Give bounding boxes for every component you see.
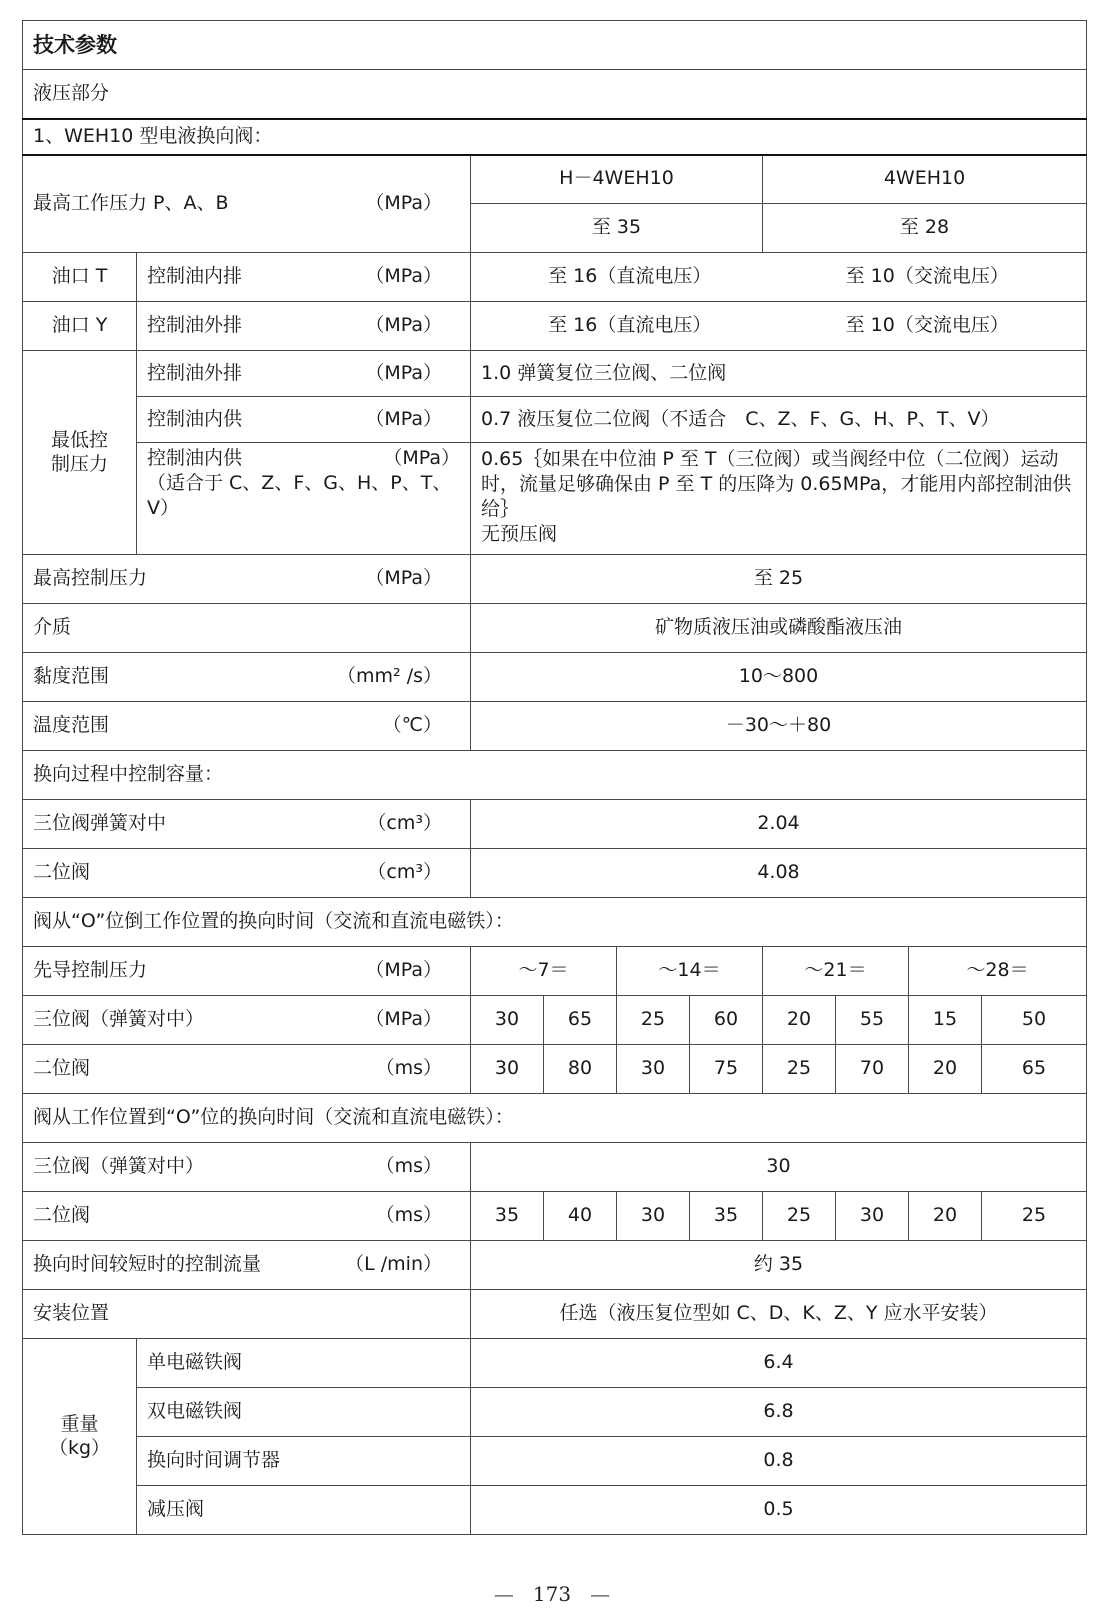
port-t-dc: 至 16（直流电压）: [548, 265, 712, 288]
port-y-label: 油口 Y: [23, 302, 137, 351]
time-cell: 35: [471, 1192, 544, 1241]
weight-label: 单电磁铁阀: [137, 1339, 471, 1388]
max-pressure-4weh10: 至 28: [763, 204, 1087, 253]
pilot-pressure-unit: （MPa）: [365, 959, 442, 982]
port-y-ac: 至 10（交流电压）: [845, 314, 1009, 337]
o-work-two-pos-label-cell: [23, 1045, 471, 1094]
control-volume-2-label-cell: [23, 849, 471, 898]
min-control-3-value: 0.65｛如果在中位油 P 至 T（三位阀）或当阀经中位（二位阀）运动时，流量足够确保由 P 至 T 的压降为 0.65MPa，才能用内部控制油供给｝: [481, 448, 1072, 521]
pilot-pressure-label-cell: [23, 947, 471, 996]
page-number: 173: [532, 1582, 572, 1606]
switch-work-o-title: 阀从工作位置到“O”位的换向时间（交流和直流电磁铁）：: [23, 1094, 1087, 1143]
temperature-unit: （℃）: [382, 714, 442, 737]
pilot-pressure-value: ～14＝: [617, 947, 763, 996]
max-control-pressure-value: 至 25: [471, 555, 1087, 604]
work-o-three-pos-value: 30: [471, 1143, 1087, 1192]
section-title: 技术参数: [23, 21, 1087, 70]
time-cell: 20: [909, 1045, 982, 1094]
min-control-1-unit: （MPa）: [365, 361, 442, 384]
item-title: 1、WEH10 型电液换向阀：: [23, 119, 1087, 155]
viscosity-value: 10～800: [471, 653, 1087, 702]
max-pressure-label-cell: [23, 155, 471, 253]
subsection-title: 液压部分: [23, 70, 1087, 119]
time-cell: 70: [836, 1045, 909, 1094]
o-work-three-pos-label: 三位阀（弹簧对中）: [33, 1008, 205, 1031]
weight-row: [23, 1339, 1087, 1388]
port-y-unit: （MPa）: [365, 314, 442, 337]
work-o-three-pos-label-cell: [23, 1143, 471, 1192]
control-volume-1-value: 2.04: [471, 800, 1087, 849]
viscosity-unit: （mm² /s）: [337, 665, 442, 688]
section-title-row: [23, 21, 1087, 70]
o-work-two-pos-row: [23, 1045, 1087, 1094]
work-o-two-pos-label-cell: [23, 1192, 471, 1241]
time-cell: 65: [982, 1045, 1087, 1094]
time-cell: 55: [836, 996, 909, 1045]
max-control-pressure-row: [23, 555, 1087, 604]
time-cell: 30: [471, 996, 544, 1045]
min-control-2-unit: （MPa）: [365, 407, 442, 430]
time-cell: 25: [617, 996, 690, 1045]
max-pressure-label: 最高工作压力 P、A、B: [33, 191, 229, 214]
time-cell: 35: [690, 1192, 763, 1241]
min-control-3-value2: 无预压阀: [481, 523, 558, 546]
switch-o-work-title: 阀从“O”位倒工作位置的换向时间（交流和直流电磁铁）：: [23, 898, 1087, 947]
pilot-pressure-label: 先导控制压力: [33, 959, 148, 982]
switch-o-work-title-row: [23, 898, 1087, 947]
time-cell: 30: [471, 1045, 544, 1094]
time-cell: 30: [836, 1192, 909, 1241]
control-flow-label: 换向时间较短时的控制流量: [33, 1253, 262, 1276]
time-cell: 65: [544, 996, 617, 1045]
control-volume-2-unit: （cm³）: [367, 861, 442, 884]
weight-label: 换向时间调节器: [137, 1437, 471, 1486]
min-control-3-label: 控制油内供: [147, 447, 243, 469]
min-control-row-2: [23, 397, 1087, 443]
control-volume-1-label: 三位阀弹簧对中: [33, 812, 167, 835]
control-flow-label-cell: [23, 1241, 471, 1290]
port-y-dc: 至 16（直流电压）: [548, 314, 712, 337]
time-cell: 30: [617, 1192, 690, 1241]
min-control-row-3: [23, 443, 1087, 555]
o-work-three-pos-row: [23, 996, 1087, 1045]
time-cell: 50: [982, 996, 1087, 1045]
port-t-desc: 控制油内排: [147, 265, 243, 288]
min-control-1-label: 控制油外排: [147, 361, 243, 384]
work-o-three-pos-row: [23, 1143, 1087, 1192]
weight-label: 减压阀: [137, 1486, 471, 1535]
min-control-1-value: 1.0 弹簧复位三位阀、二位阀: [471, 351, 1087, 397]
port-y-desc-cell: [137, 302, 471, 351]
weight-value: 0.8: [471, 1437, 1087, 1486]
time-cell: 75: [690, 1045, 763, 1094]
time-cell: 80: [544, 1045, 617, 1094]
o-work-two-pos-unit: （ms）: [375, 1057, 442, 1080]
max-pressure-row: [23, 155, 1087, 204]
weight-label: 双电磁铁阀: [137, 1388, 471, 1437]
work-o-two-pos-label: 二位阀: [33, 1204, 91, 1227]
o-work-two-pos-label: 二位阀: [33, 1057, 91, 1080]
time-cell: 20: [909, 1192, 982, 1241]
min-control-row-1: [23, 351, 1087, 397]
weight-value: 6.8: [471, 1388, 1087, 1437]
control-flow-unit: （L /min）: [345, 1253, 442, 1276]
pilot-pressure-value: ～21＝: [763, 947, 909, 996]
weight-row: [23, 1437, 1087, 1486]
control-volume-title-row: [23, 751, 1087, 800]
control-volume-1-label-cell: [23, 800, 471, 849]
time-cell: 25: [763, 1045, 836, 1094]
pilot-pressure-value: ～28＝: [909, 947, 1087, 996]
time-cell: 20: [763, 996, 836, 1045]
o-work-three-pos-unit: （MPa）: [365, 1008, 442, 1031]
mounting-row: [23, 1290, 1087, 1339]
weight-value: 6.4: [471, 1339, 1087, 1388]
port-t-desc-cell: [137, 253, 471, 302]
temperature-row: [23, 702, 1087, 751]
col-head-4weh10: 4WEH10: [763, 155, 1087, 204]
switch-work-o-title-row: [23, 1094, 1087, 1143]
control-volume-2-label: 二位阀: [33, 861, 91, 884]
port-y-row: [23, 302, 1087, 351]
work-o-three-pos-label: 三位阀（弹簧对中）: [33, 1155, 205, 1178]
pilot-pressure-value: ～7＝: [471, 947, 617, 996]
viscosity-label-cell: [23, 653, 471, 702]
o-work-three-pos-label-cell: [23, 996, 471, 1045]
work-o-two-pos-unit: （ms）: [375, 1204, 442, 1227]
viscosity-row: [23, 653, 1087, 702]
control-volume-1-unit: （cm³）: [367, 812, 442, 835]
min-control-2-value: 0.7 液压复位二位阀（不适合 C、Z、F、G、H、P、T、V）: [471, 397, 1087, 443]
min-control-group: 最低控 制压力: [23, 351, 137, 555]
temperature-label-cell: [23, 702, 471, 751]
port-t-row: [23, 253, 1087, 302]
control-volume-2-value: 4.08: [471, 849, 1087, 898]
page-dash-right: —: [590, 1582, 611, 1606]
port-t-unit: （MPa）: [365, 265, 442, 288]
medium-row: [23, 604, 1087, 653]
tech-spec-table: [22, 20, 1087, 1535]
mounting-label: 安装位置: [23, 1290, 471, 1339]
min-control-1-label-cell: [137, 351, 471, 397]
min-control-2-label: 控制油内供: [147, 407, 243, 430]
port-y-desc: 控制油外排: [147, 314, 243, 337]
medium-value: 矿物质液压油或磷酸酯液压油: [471, 604, 1087, 653]
time-cell: 30: [617, 1045, 690, 1094]
weight-row: [23, 1486, 1087, 1535]
subsection-row: [23, 70, 1087, 119]
port-y-values: [471, 302, 1087, 351]
min-control-2-label-cell: [137, 397, 471, 443]
min-control-3-unit: （MPa）: [383, 447, 460, 469]
min-control-3-sublabel: （适合于 C、Z、F、G、H、P、T、V）: [147, 471, 452, 519]
page-dash-left: —: [493, 1582, 514, 1606]
weight-row: [23, 1388, 1087, 1437]
max-control-pressure-unit: （MPa）: [365, 567, 442, 590]
col-head-h4weh10: H－4WEH10: [471, 155, 763, 204]
control-flow-value: 约 35: [471, 1241, 1087, 1290]
mounting-value: 任选（液压复位型如 C、D、K、Z、Y 应水平安装）: [471, 1290, 1087, 1339]
temperature-value: －30～＋80: [471, 702, 1087, 751]
min-control-3-value-cell: [471, 443, 1087, 555]
control-volume-row: [23, 849, 1087, 898]
item-title-row: [23, 119, 1087, 155]
time-cell: 40: [544, 1192, 617, 1241]
control-flow-row: [23, 1241, 1087, 1290]
viscosity-label: 黏度范围: [33, 665, 110, 688]
port-t-label: 油口 T: [23, 253, 137, 302]
max-control-pressure-label-cell: [23, 555, 471, 604]
max-pressure-unit: （MPa）: [365, 191, 442, 214]
control-volume-title: 换向过程中控制容量：: [23, 751, 1087, 800]
page-footer: [0, 1582, 1104, 1606]
time-cell: 60: [690, 996, 763, 1045]
weight-value: 0.5: [471, 1486, 1087, 1535]
temperature-label: 温度范围: [33, 714, 110, 737]
port-t-ac: 至 10（交流电压）: [845, 265, 1009, 288]
control-volume-row: [23, 800, 1087, 849]
work-o-two-pos-row: [23, 1192, 1087, 1241]
time-cell: 25: [763, 1192, 836, 1241]
weight-group: 重量 （kg）: [23, 1339, 137, 1535]
time-cell: 15: [909, 996, 982, 1045]
max-pressure-h4weh10: 至 35: [471, 204, 763, 253]
port-t-values: [471, 253, 1087, 302]
pilot-pressure-row: [23, 947, 1087, 996]
work-o-three-pos-unit: （ms）: [375, 1155, 442, 1178]
min-control-3-label-cell: [137, 443, 471, 555]
max-control-pressure-label: 最高控制压力: [33, 567, 148, 590]
medium-label: 介质: [23, 604, 471, 653]
time-cell: 25: [982, 1192, 1087, 1241]
